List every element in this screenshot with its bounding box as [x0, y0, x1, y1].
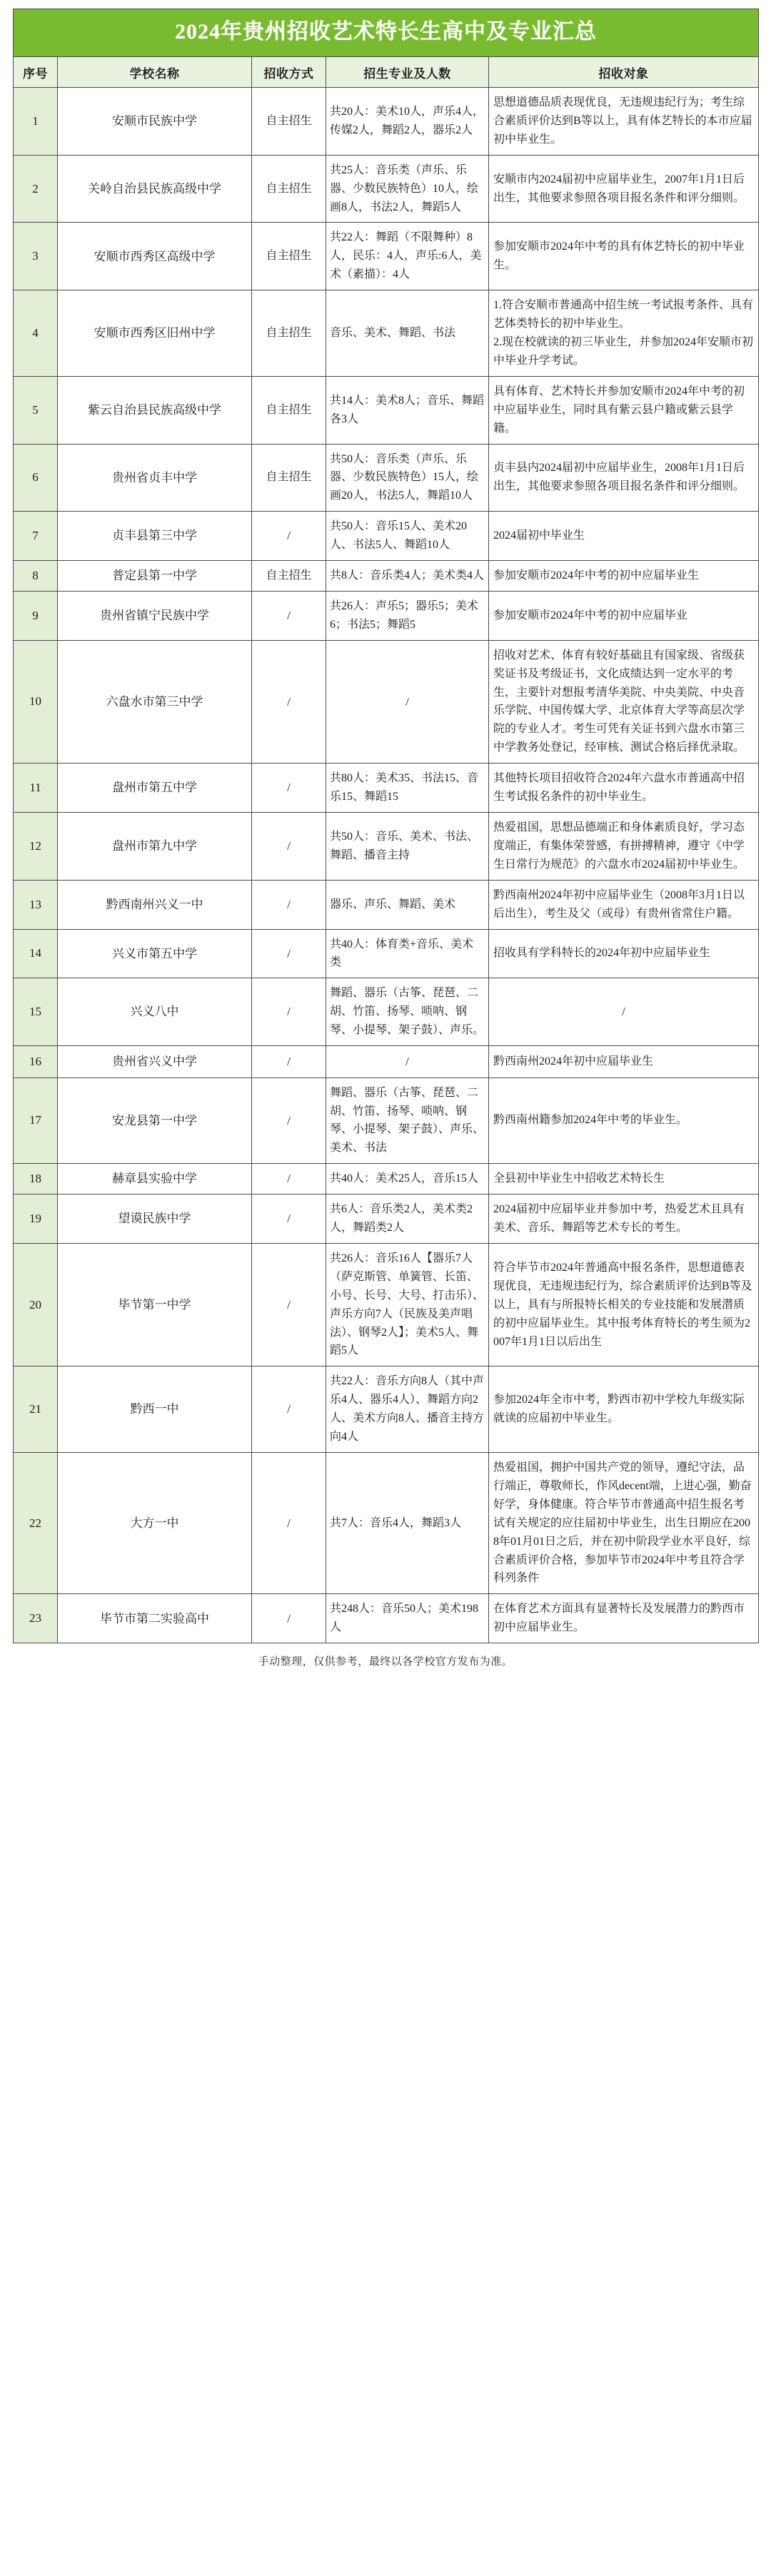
row-index-cell: 14 — [14, 929, 58, 978]
table-row — [14, 1195, 759, 1244]
row-index-cell: 4 — [14, 290, 58, 377]
majors-quota-cell: 共26人：声乐5；器乐5；美术6；书法5；舞蹈5 — [326, 591, 489, 640]
table-row — [14, 591, 759, 640]
school-name-cell: 安顺市民族中学 — [58, 88, 252, 156]
table-row — [14, 88, 759, 156]
row-index-cell: 22 — [14, 1453, 58, 1594]
page-title: 2024年贵州招收艺术特长生高中及专业汇总 — [175, 20, 598, 44]
column-header-majors: 招生专业及人数 — [326, 57, 489, 88]
school-name-cell: 安龙县第一中学 — [58, 1077, 252, 1164]
row-index-cell: 12 — [14, 813, 58, 881]
table-header-row — [14, 57, 759, 88]
table-row — [14, 640, 759, 763]
school-name-cell: 贞丰县第三中学 — [58, 512, 252, 561]
majors-quota-cell: 共40人：体育类+音乐、美术类 — [326, 929, 489, 978]
majors-quota-cell: / — [326, 1046, 489, 1078]
row-index-cell: 18 — [14, 1164, 58, 1195]
target-audience-cell: 热爱祖国，拥护中国共产党的领导，遵纪守法，品行端正，尊敬师长，作风decent端，上进心强，勤奋好学，身体健康。符合毕节市普通高中招生报名考试有关规定的应往届初中毕业生，出生日期应在2008年01月01日之后，并在初中阶段学业水平良好，综合素质评价合格，参加毕节市2024年中考且符合学科列条件 — [489, 1453, 759, 1594]
admission-method-cell: 自主招生 — [252, 376, 326, 444]
target-audience-cell: 1.符合安顺市普通高中招生统一考试报考条件、具有艺体类特长的初中毕业生。 2.现在校就读的初三毕业生，并参加2024年安顺市初中毕业升学考试。 — [489, 290, 759, 377]
row-index-cell: 16 — [14, 1046, 58, 1078]
majors-quota-cell: 共40人：美术25人，音乐15人 — [326, 1164, 489, 1195]
row-index-cell: 9 — [14, 591, 58, 640]
table-row — [14, 1046, 759, 1078]
school-name-cell: 望谟民族中学 — [58, 1195, 252, 1244]
majors-quota-cell: 共7人：音乐4人，舞蹈3人 — [326, 1453, 489, 1594]
admission-method-cell: / — [252, 1243, 326, 1366]
admission-method-cell: 自主招生 — [252, 290, 326, 377]
majors-quota-cell: 共25人：音乐类（声乐、乐器、少数民族特色）10人，绘画8人，书法2人，舞蹈5人 — [326, 155, 489, 223]
admission-method-cell: 自主招生 — [252, 155, 326, 223]
school-name-cell: 盘州市第九中学 — [58, 813, 252, 881]
majors-quota-cell: 共80人：美术35、书法15、音乐15、舞蹈15 — [326, 764, 489, 813]
admission-method-cell: / — [252, 929, 326, 978]
target-audience-cell: 参加安顺市2024年中考的初中应届毕业生 — [489, 561, 759, 592]
majors-quota-cell: 舞蹈、器乐（古筝、琵琶、二胡、竹笛、扬琴、唢呐、钢琴、小提琴、架子鼓）、声乐、美术、书法 — [326, 1077, 489, 1164]
table-row — [14, 880, 759, 929]
school-name-cell: 贵州省镇宁民族中学 — [58, 591, 252, 640]
school-name-cell: 赫章县实验中学 — [58, 1164, 252, 1195]
row-index-cell: 17 — [14, 1077, 58, 1164]
admission-method-cell: 自主招生 — [252, 88, 326, 156]
row-index-cell: 5 — [14, 376, 58, 444]
target-audience-cell: 参加2024年全市中考，黔西市初中学校九年级实际就读的应届初中毕业生。 — [489, 1366, 759, 1453]
majors-quota-cell: 共8人：音乐类4人；美术类4人 — [326, 561, 489, 592]
table-row — [14, 1453, 759, 1594]
row-index-cell: 19 — [14, 1195, 58, 1244]
table-title-cell — [14, 9, 759, 57]
target-audience-cell: 在体育艺术方面具有显著特长及发展潜力的黔西市初中应届毕业生。 — [489, 1594, 759, 1643]
school-name-cell: 兴义市第五中学 — [58, 929, 252, 978]
majors-quota-cell: 共50人：音乐15人、美术20人、书法5人、舞蹈10人 — [326, 512, 489, 561]
column-header-index: 序号 — [14, 57, 58, 88]
table-row — [14, 561, 759, 592]
school-name-cell: 贵州省兴义中学 — [58, 1046, 252, 1078]
row-index-cell: 6 — [14, 444, 58, 512]
school-name-cell: 安顺市西秀区旧州中学 — [58, 290, 252, 377]
target-audience-cell: 招收具有学科特长的2024年初中应届毕业生 — [489, 929, 759, 978]
table-row — [14, 1366, 759, 1453]
table-row — [14, 1594, 759, 1643]
row-index-cell: 3 — [14, 223, 58, 290]
majors-quota-cell: 共22人：音乐方向8人（其中声乐4人、器乐4人）、舞蹈方向2人、美术方向8人、播音主持方向4人 — [326, 1366, 489, 1453]
admission-method-cell: / — [252, 640, 326, 763]
school-name-cell: 黔西南州兴义一中 — [58, 880, 252, 929]
target-audience-cell: 思想道德品质表现优良，无违规违纪行为；考生综合素质评价达到B等以上，具有体艺特长的本市应届初中毕业生。 — [489, 88, 759, 156]
table-row — [14, 155, 759, 223]
school-name-cell: 大方一中 — [58, 1453, 252, 1594]
column-header-method: 招收方式 — [252, 57, 326, 88]
footer-note: 手动整理，仅供参考，最终以各学校官方发布为准。 — [258, 1656, 513, 1668]
admission-method-cell: 自主招生 — [252, 223, 326, 290]
majors-quota-cell: 共22人：舞蹈（不限舞种）8人，民乐：4人，声乐:6人，美术（素描）：4人 — [326, 223, 489, 290]
target-audience-cell: 2024届初中毕业生 — [489, 512, 759, 561]
admission-method-cell: / — [252, 1366, 326, 1453]
admission-method-cell: / — [252, 978, 326, 1046]
school-name-cell: 黔西一中 — [58, 1366, 252, 1453]
target-audience-cell: 黔西南州2024年初中应届毕业生 — [489, 1046, 759, 1078]
target-audience-cell: 具有体育、艺术特长并参加安顺市2024年中考的初中应届毕业生，同时具有紫云县户籍或紫云县学籍。 — [489, 376, 759, 444]
school-name-cell: 紫云自治县民族高级中学 — [58, 376, 252, 444]
admission-method-cell: 自主招生 — [252, 561, 326, 592]
table-row — [14, 813, 759, 881]
majors-quota-cell: 共50人：音乐、美术、书法、舞蹈、播音主持 — [326, 813, 489, 881]
majors-quota-cell: 器乐、声乐、舞蹈、美术 — [326, 880, 489, 929]
school-name-cell: 关岭自治县民族高级中学 — [58, 155, 252, 223]
row-index-cell: 10 — [14, 640, 58, 763]
admission-method-cell: / — [252, 512, 326, 561]
school-name-cell: 贵州省贞丰中学 — [58, 444, 252, 512]
row-index-cell: 8 — [14, 561, 58, 592]
majors-quota-cell: 舞蹈、器乐（古筝、琵琶、二胡、竹笛、扬琴、唢呐、钢琴、小提琴、架子鼓）、声乐。 — [326, 978, 489, 1046]
column-header-school: 学校名称 — [58, 57, 252, 88]
majors-quota-cell: 共6人：音乐类2人，美术类2人，舞蹈类2人 — [326, 1195, 489, 1244]
majors-quota-cell: 共50人：音乐类（声乐、乐器、少数民族特色）15人，绘画20人，书法5人，舞蹈10人 — [326, 444, 489, 512]
table-row — [14, 376, 759, 444]
row-index-cell: 2 — [14, 155, 58, 223]
row-index-cell: 13 — [14, 880, 58, 929]
majors-quota-cell: 共14人：美术8人；音乐、舞蹈各3人 — [326, 376, 489, 444]
admission-method-cell: / — [252, 880, 326, 929]
target-audience-cell: 贞丰县内2024届初中应届毕业生，2008年1月1日后出生，其他要求参照各项目报名条件和评分细则。 — [489, 444, 759, 512]
table-row — [14, 1164, 759, 1195]
admissions-table — [13, 9, 759, 1643]
row-index-cell: 15 — [14, 978, 58, 1046]
row-index-cell: 20 — [14, 1243, 58, 1366]
column-header-audience: 招收对象 — [489, 57, 759, 88]
table-row — [14, 1077, 759, 1164]
admission-method-cell: / — [252, 1164, 326, 1195]
row-index-cell: 1 — [14, 88, 58, 156]
table-row — [14, 929, 759, 978]
school-name-cell: 盘州市第五中学 — [58, 764, 252, 813]
admission-method-cell: / — [252, 1453, 326, 1594]
row-index-cell: 7 — [14, 512, 58, 561]
table-row — [14, 444, 759, 512]
row-index-cell: 11 — [14, 764, 58, 813]
row-index-cell: 21 — [14, 1366, 58, 1453]
target-audience-cell: 黔西南州2024年初中应届毕业生（2008年3月1日以后出生），考生及父（或母）有贵州省常住户籍。 — [489, 880, 759, 929]
row-index-cell: 23 — [14, 1594, 58, 1643]
majors-quota-cell: 音乐、美术、舞蹈、书法 — [326, 290, 489, 377]
majors-quota-cell: 共26人：音乐16人【器乐7人（萨克斯管、单簧管、长笛、小号、长号、大号、打击乐）、声乐方向7人（民族及美声唱法）、钢琴2人】；美术5人、舞蹈5人 — [326, 1243, 489, 1366]
admission-method-cell: / — [252, 1594, 326, 1643]
school-name-cell: 普定县第一中学 — [58, 561, 252, 592]
majors-quota-cell: 共248人：音乐50人；美术198人 — [326, 1594, 489, 1643]
admission-method-cell: / — [252, 591, 326, 640]
table-row — [14, 764, 759, 813]
school-name-cell: 毕节第一中学 — [58, 1243, 252, 1366]
admission-method-cell: 自主招生 — [252, 444, 326, 512]
table-row — [14, 290, 759, 377]
target-audience-cell: 参加安顺市2024年中考的具有体艺特长的初中毕业生。 — [489, 223, 759, 290]
table-row — [14, 1243, 759, 1366]
admission-method-cell: / — [252, 1195, 326, 1244]
target-audience-cell: 符合毕节市2024年普通高中报名条件，思想道德表现优良，无违规违纪行为，综合素质评价达到B等及以上，具有与所报特长相关的专业技能和发展潜质的初中应届毕业生。其中报考体育特长的考生须为2007年1月1日以后出生 — [489, 1243, 759, 1366]
majors-quota-cell: 共20人：美术10人，声乐4人，传媒2人，舞蹈2人，器乐2人 — [326, 88, 489, 156]
target-audience-cell: 2024届初中应届毕业并参加中考，热爱艺术且具有美术、音乐、舞蹈等艺术专长的考生。 — [489, 1195, 759, 1244]
target-audience-cell: 其他特长项目招收符合2024年六盘水市普通高中招生考试报名条件的初中毕业生。 — [489, 764, 759, 813]
school-name-cell: 兴义八中 — [58, 978, 252, 1046]
target-audience-cell: 参加安顺市2024年中考的初中应届毕业 — [489, 591, 759, 640]
table-row — [14, 512, 759, 561]
admission-method-cell: / — [252, 1077, 326, 1164]
table-row — [14, 223, 759, 290]
school-name-cell: 毕节市第二实验高中 — [58, 1594, 252, 1643]
target-audience-cell: 招收对艺术、体育有较好基础且有国家级、省级获奖证书及考级证书，文化成绩达到一定水平的考生，主要针对想报考清华美院、中央美院、中央音乐学院、中国传媒大学、北京体育大学等高层次学院的专业人才。考生可凭有关证书到六盘水市第三中学教务处登记，经审核、测试合格后择优录取。 — [489, 640, 759, 763]
school-name-cell: 六盘水市第三中学 — [58, 640, 252, 763]
admission-method-cell: / — [252, 813, 326, 881]
target-audience-cell: 黔西南州籍参加2024年中考的毕业生。 — [489, 1077, 759, 1164]
table-title-row — [14, 9, 759, 57]
target-audience-cell: 安顺市内2024届初中应届毕业生，2007年1月1日后出生，其他要求参照各项目报名条件和评分细则。 — [489, 155, 759, 223]
target-audience-cell: 全县初中毕业生中招收艺术特长生 — [489, 1164, 759, 1195]
school-name-cell: 安顺市西秀区高级中学 — [58, 223, 252, 290]
admission-method-cell: / — [252, 764, 326, 813]
admission-method-cell: / — [252, 1046, 326, 1078]
target-audience-cell: 热爱祖国，思想品德端正和身体素质良好，学习态度端正，有集体荣誉感，有拼搏精神，遵守《中学生日常行为规范》的六盘水市2024届初中毕业生。 — [489, 813, 759, 881]
target-audience-cell: / — [489, 978, 759, 1046]
table-row — [14, 978, 759, 1046]
majors-quota-cell: / — [326, 640, 489, 763]
